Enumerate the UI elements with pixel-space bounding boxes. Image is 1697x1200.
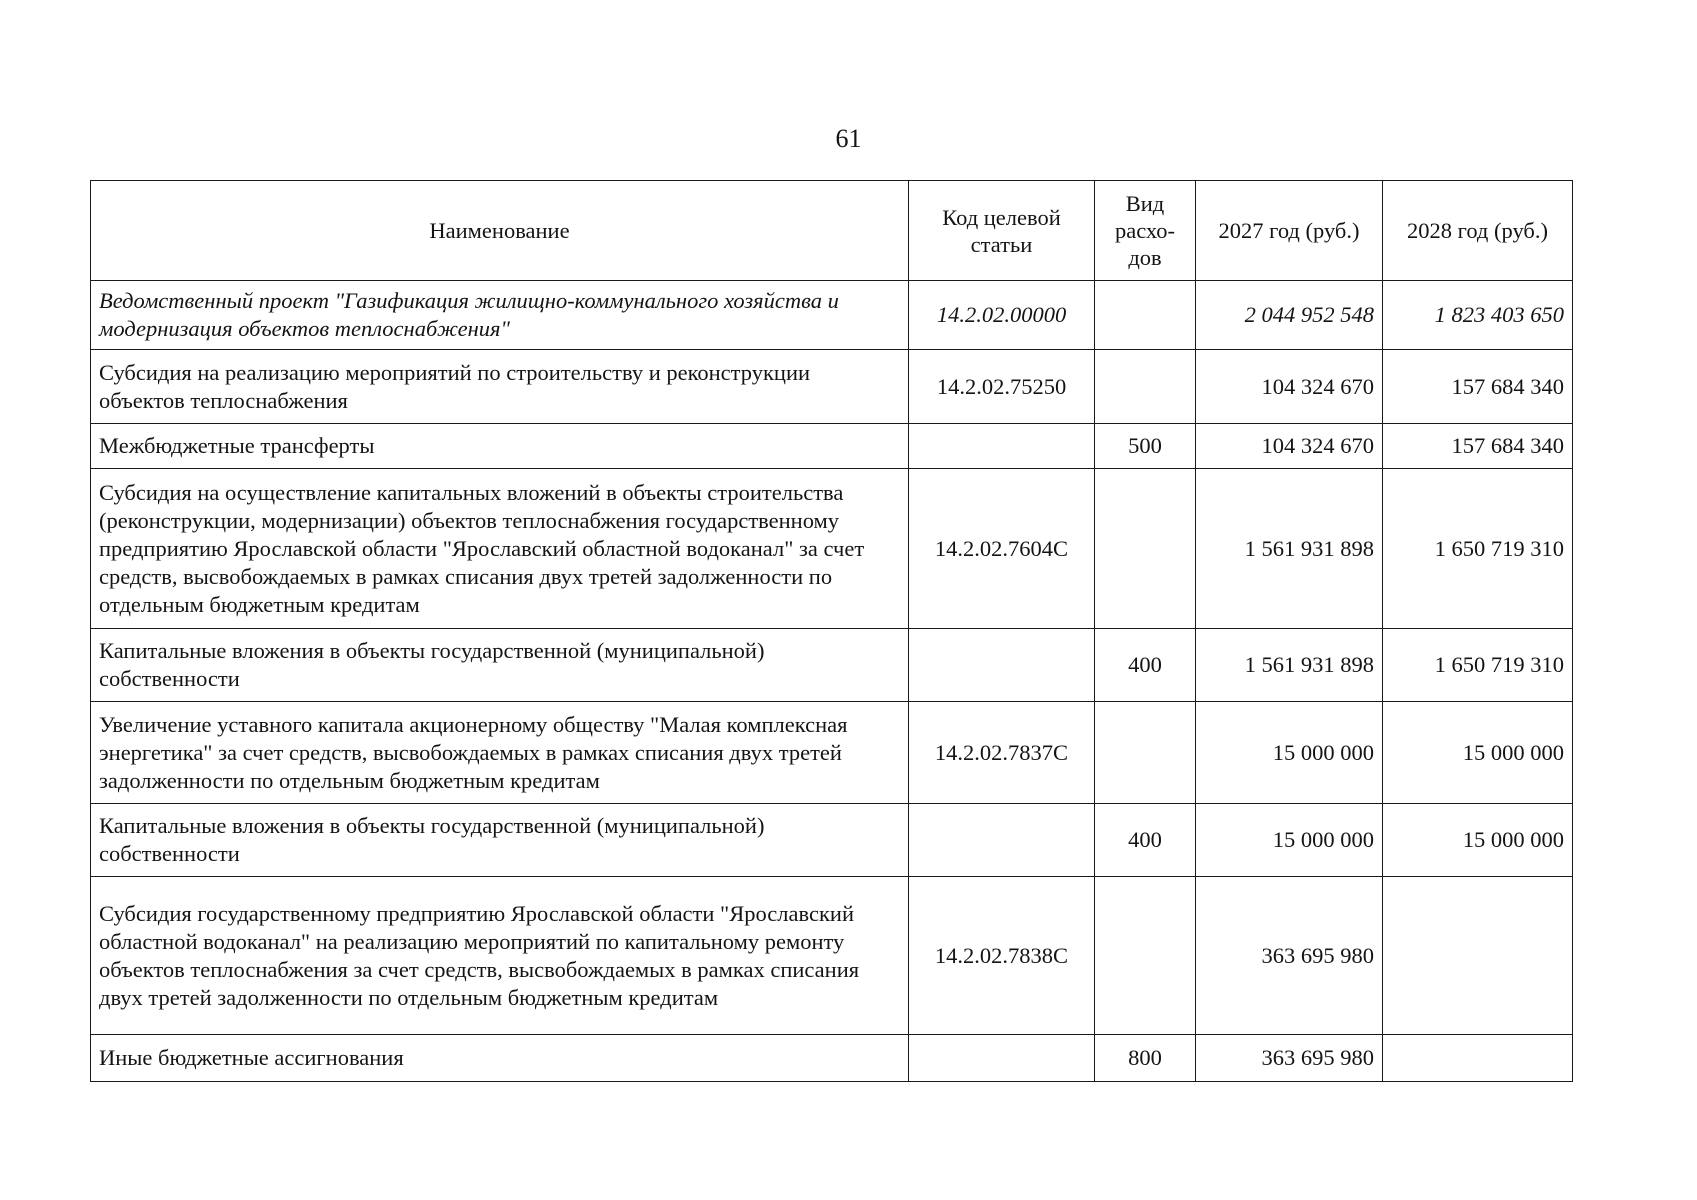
- row-year-2028: 1 650 719 310: [1383, 469, 1573, 629]
- row-name: Субсидия на осуществление капитальных вложений в объекты строительства (реконструкции, модернизации) объектов теплоснабжения государственному предприятию Ярославской области "Ярославский областной водоканал" за счет средств, высвобождаемых в рамках списания двух третей задолженности по отдельным бюджетным кредитам: [91, 469, 909, 629]
- row-code: 14.2.02.7604С: [909, 469, 1095, 629]
- row-year-2027: 104 324 670: [1196, 424, 1383, 469]
- budget-table: [90, 180, 1573, 1082]
- table-row: [91, 804, 1573, 877]
- row-year-2028: 15 000 000: [1383, 804, 1573, 877]
- row-name: Межбюджетные трансферты: [91, 424, 909, 469]
- row-name: Ведомственный проект "Газификация жилищно-коммунального хозяйства и модернизация объектов теплоснабжения": [91, 281, 909, 350]
- table-row: [91, 1035, 1573, 1082]
- row-kind: [1095, 350, 1196, 424]
- row-code: 14.2.02.7837С: [909, 702, 1095, 804]
- row-code: [909, 424, 1095, 469]
- row-name: Субсидия государственному предприятию Ярославской области "Ярославский областной водоканал" на реализацию мероприятий по капитальному ремонту объектов теплоснабжения за счет средств, высвобождаемых в рамках списания двух третей задолженности по отдельным бюджетным кредитам: [91, 877, 909, 1035]
- table-header-row: [91, 181, 1573, 281]
- header-year-2027: 2027 год (руб.): [1196, 181, 1383, 281]
- row-name: Иные бюджетные ассигнования: [91, 1035, 909, 1082]
- table-row: [91, 424, 1573, 469]
- row-name: Увеличение уставного капитала акционерному обществу "Малая комплексная энергетика" за счет средств, высвобождаемых в рамках списания двух третей задолженности по отдельным бюджетным кредитам: [91, 702, 909, 804]
- row-year-2028: 157 684 340: [1383, 350, 1573, 424]
- row-code: [909, 629, 1095, 702]
- row-year-2028: 1 650 719 310: [1383, 629, 1573, 702]
- row-kind: 400: [1095, 804, 1196, 877]
- row-year-2027: 15 000 000: [1196, 804, 1383, 877]
- row-year-2027: 1 561 931 898: [1196, 469, 1383, 629]
- row-year-2028: [1383, 877, 1573, 1035]
- row-year-2028: 15 000 000: [1383, 702, 1573, 804]
- row-code: 14.2.02.75250: [909, 350, 1095, 424]
- header-code: Код целевой статьи: [909, 181, 1095, 281]
- header-year-2028: 2028 год (руб.): [1383, 181, 1573, 281]
- table-row: [91, 350, 1573, 424]
- row-code: 14.2.02.00000: [909, 281, 1095, 350]
- row-kind: [1095, 469, 1196, 629]
- row-kind: [1095, 281, 1196, 350]
- row-kind: 400: [1095, 629, 1196, 702]
- header-name: Наименование: [91, 181, 909, 281]
- row-kind: [1095, 877, 1196, 1035]
- row-name: Капитальные вложения в объекты государственной (муниципальной) собственности: [91, 629, 909, 702]
- row-year-2027: 363 695 980: [1196, 877, 1383, 1035]
- row-code: 14.2.02.7838С: [909, 877, 1095, 1035]
- row-code: [909, 1035, 1095, 1082]
- row-code: [909, 804, 1095, 877]
- page-number: 61: [835, 124, 862, 153]
- row-year-2028: 157 684 340: [1383, 424, 1573, 469]
- row-kind: 500: [1095, 424, 1196, 469]
- row-kind: 800: [1095, 1035, 1196, 1082]
- table-row: [91, 877, 1573, 1035]
- header-kind: Вид расхо-дов: [1095, 181, 1196, 281]
- table-row: [91, 702, 1573, 804]
- table-row: [91, 281, 1573, 350]
- row-year-2027: 2 044 952 548: [1196, 281, 1383, 350]
- row-year-2027: 15 000 000: [1196, 702, 1383, 804]
- row-kind: [1095, 702, 1196, 804]
- row-year-2028: 1 823 403 650: [1383, 281, 1573, 350]
- table-row: [91, 629, 1573, 702]
- row-year-2027: 1 561 931 898: [1196, 629, 1383, 702]
- row-name: Субсидия на реализацию мероприятий по строительству и реконструкции объектов теплоснабжения: [91, 350, 909, 424]
- row-year-2027: 363 695 980: [1196, 1035, 1383, 1082]
- table-row: [91, 469, 1573, 629]
- row-year-2027: 104 324 670: [1196, 350, 1383, 424]
- row-name: Капитальные вложения в объекты государственной (муниципальной) собственности: [91, 804, 909, 877]
- row-year-2028: [1383, 1035, 1573, 1082]
